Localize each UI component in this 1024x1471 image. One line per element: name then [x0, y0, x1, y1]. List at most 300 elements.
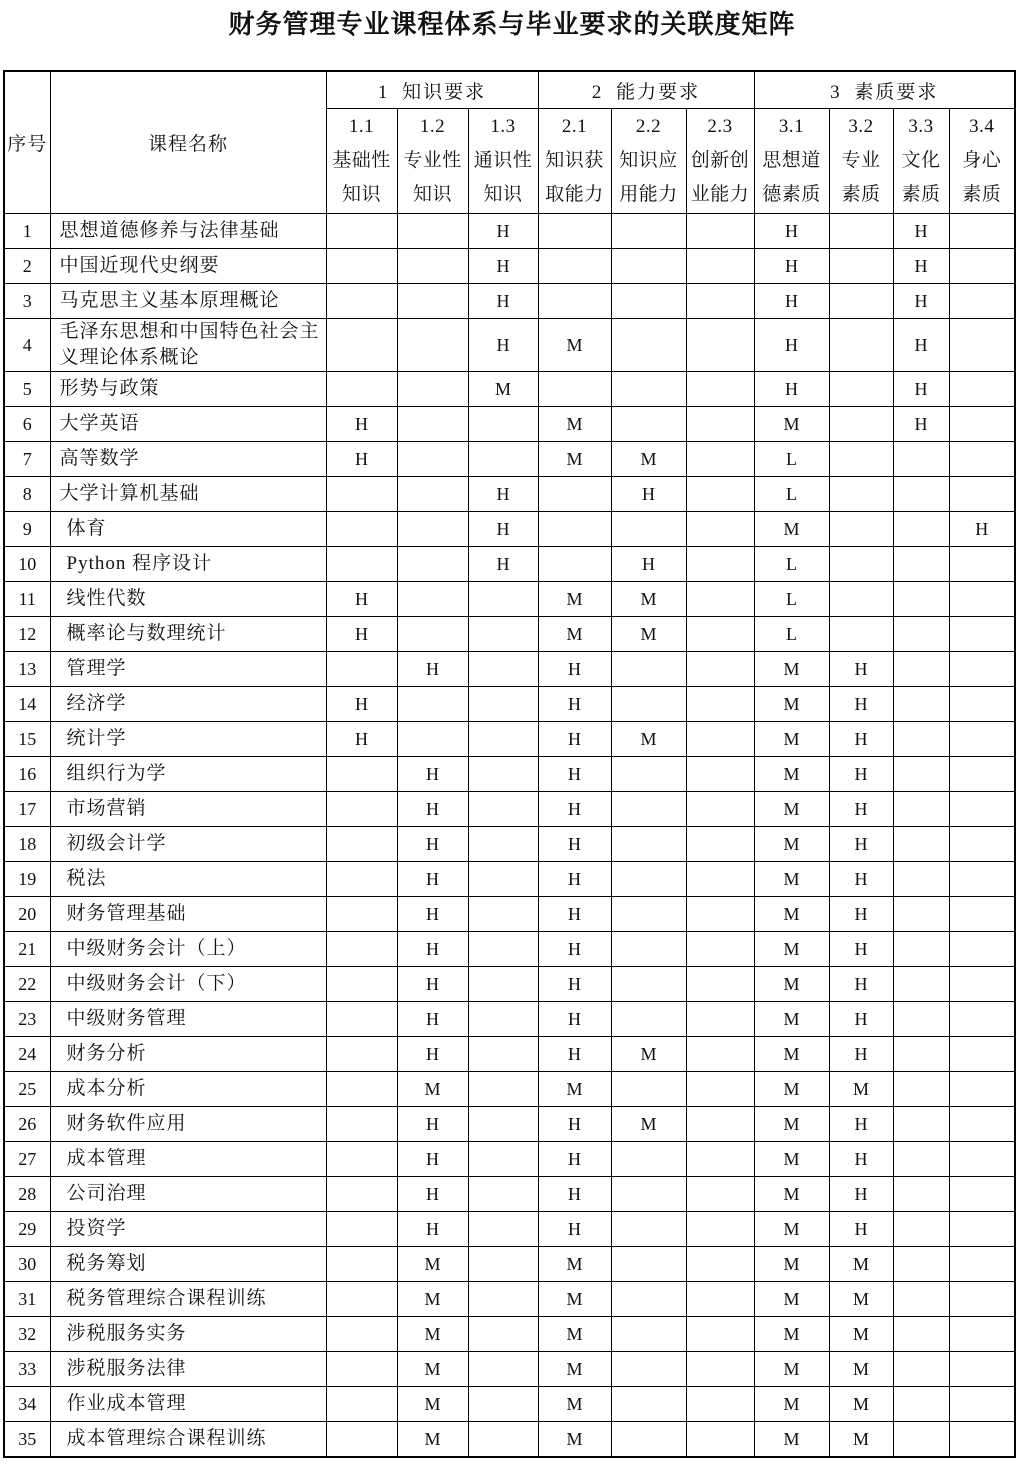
- cell-value-2.2: [611, 757, 686, 792]
- cell-value-2.3: [686, 547, 754, 582]
- cell-value-3.3: [893, 722, 949, 757]
- cell-value-1.3: H: [468, 249, 538, 284]
- cell-value-1.2: [397, 512, 468, 547]
- cell-value-1.3: H: [468, 284, 538, 319]
- header-col-line: 创新创: [690, 150, 750, 171]
- header-col-line: 1.3: [490, 116, 516, 137]
- cell-value-2.3: [686, 967, 754, 1002]
- cell-value-2.2: [611, 1422, 686, 1458]
- cell-value-3.4: [949, 1387, 1015, 1422]
- cell-value-3.1: M: [754, 862, 829, 897]
- cell-value-2.1: H: [538, 1212, 611, 1247]
- page-title: 财务管理专业课程体系与毕业要求的关联度矩阵: [228, 9, 796, 39]
- cell-value-3.3: H: [893, 319, 949, 372]
- cell-course: 经济学: [50, 687, 326, 722]
- header-col-line: 知识: [412, 184, 452, 205]
- table-row: [4, 757, 1015, 792]
- cell-value-2.2: [611, 687, 686, 722]
- cell-value-1.2: [397, 372, 468, 407]
- cell-value-1.2: H: [397, 967, 468, 1002]
- cell-value-1.3: [468, 1212, 538, 1247]
- cell-value-1.2: H: [397, 1107, 468, 1142]
- cell-value-2.3: [686, 1387, 754, 1422]
- cell-value-1.3: [468, 1107, 538, 1142]
- cell-value-2.3: [686, 1037, 754, 1072]
- header-col-3.4: [949, 109, 1015, 214]
- cell-value-2.2: [611, 1387, 686, 1422]
- cell-value-3.4: [949, 757, 1015, 792]
- header-col-line: 知识: [341, 184, 381, 205]
- cell-value-1.3: [468, 932, 538, 967]
- cell-value-2.3: [686, 1002, 754, 1037]
- cell-value-3.2: M: [829, 1282, 893, 1317]
- cell-value-1.2: [397, 722, 468, 757]
- cell-value-3.3: [893, 1212, 949, 1247]
- header-col-3.1: [754, 109, 829, 214]
- cell-no: 18: [4, 827, 50, 862]
- cell-value-1.1: [326, 1002, 397, 1037]
- header-col-line: 专业性: [403, 150, 462, 171]
- cell-course: 财务分析: [50, 1037, 326, 1072]
- cell-value-3.3: [893, 757, 949, 792]
- cell-course: 财务管理基础: [50, 897, 326, 932]
- cell-value-2.1: [538, 284, 611, 319]
- cell-value-3.2: H: [829, 1212, 893, 1247]
- cell-value-2.3: [686, 1072, 754, 1107]
- cell-value-3.1: M: [754, 1002, 829, 1037]
- cell-value-1.1: [326, 862, 397, 897]
- cell-value-1.3: [468, 1002, 538, 1037]
- cell-no: 17: [4, 792, 50, 827]
- cell-value-3.1: M: [754, 1072, 829, 1107]
- cell-value-3.4: [949, 477, 1015, 512]
- cell-value-2.2: [611, 284, 686, 319]
- cell-value-1.1: [326, 1387, 397, 1422]
- cell-value-3.4: [949, 442, 1015, 477]
- cell-value-1.3: [468, 582, 538, 617]
- cell-value-3.2: M: [829, 1352, 893, 1387]
- cell-value-1.2: H: [397, 652, 468, 687]
- table-row: [4, 1212, 1015, 1247]
- header-group-row: [4, 71, 1015, 109]
- cell-value-1.1: [326, 1142, 397, 1177]
- cell-value-1.3: [468, 442, 538, 477]
- cell-value-1.3: [468, 757, 538, 792]
- cell-value-3.1: M: [754, 932, 829, 967]
- cell-value-2.3: [686, 1317, 754, 1352]
- cell-course: 涉税服务实务: [50, 1317, 326, 1352]
- cell-value-2.2: H: [611, 547, 686, 582]
- cell-value-3.1: M: [754, 1037, 829, 1072]
- cell-value-3.4: [949, 1177, 1015, 1212]
- cell-value-3.1: L: [754, 547, 829, 582]
- cell-value-3.3: H: [893, 372, 949, 407]
- cell-value-3.3: [893, 1352, 949, 1387]
- cell-value-2.1: H: [538, 722, 611, 757]
- cell-value-3.2: H: [829, 827, 893, 862]
- cell-value-2.2: M: [611, 1037, 686, 1072]
- cell-value-1.1: [326, 284, 397, 319]
- cell-value-3.3: [893, 1072, 949, 1107]
- cell-no: 11: [4, 582, 50, 617]
- cell-value-2.3: [686, 862, 754, 897]
- cell-value-3.3: [893, 827, 949, 862]
- cell-no: 29: [4, 1212, 50, 1247]
- cell-value-3.4: [949, 722, 1015, 757]
- table-row: [4, 1037, 1015, 1072]
- cell-value-2.2: [611, 407, 686, 442]
- header-col-line: 3.2: [848, 116, 874, 137]
- cell-value-3.4: [949, 897, 1015, 932]
- cell-value-3.2: H: [829, 757, 893, 792]
- cell-value-1.1: [326, 1107, 397, 1142]
- cell-value-2.1: [538, 512, 611, 547]
- cell-value-1.2: H: [397, 1037, 468, 1072]
- header-col-line: 知识应: [619, 150, 678, 171]
- cell-value-3.4: [949, 1247, 1015, 1282]
- cell-value-1.1: H: [326, 687, 397, 722]
- header-col-line: 文化: [901, 150, 941, 171]
- cell-course: 概率论与数理统计: [50, 617, 326, 652]
- cell-course: 马克思主义基本原理概论: [50, 284, 326, 319]
- cell-no: 31: [4, 1282, 50, 1317]
- cell-value-2.3: [686, 1352, 754, 1387]
- cell-value-3.4: [949, 372, 1015, 407]
- cell-value-3.3: [893, 967, 949, 1002]
- cell-value-3.1: M: [754, 1352, 829, 1387]
- cell-value-1.2: [397, 284, 468, 319]
- table-row: [4, 1352, 1015, 1387]
- cell-course: 公司治理: [50, 1177, 326, 1212]
- cell-value-1.2: M: [397, 1247, 468, 1282]
- cell-value-2.1: H: [538, 1037, 611, 1072]
- cell-value-3.2: [829, 547, 893, 582]
- cell-value-3.3: [893, 1247, 949, 1282]
- cell-value-3.2: [829, 372, 893, 407]
- cell-value-3.1: M: [754, 1107, 829, 1142]
- cell-value-3.3: [893, 1002, 949, 1037]
- table-row: [4, 862, 1015, 897]
- cell-no: 25: [4, 1072, 50, 1107]
- cell-value-3.3: [893, 652, 949, 687]
- cell-value-2.1: M: [538, 1422, 611, 1458]
- cell-value-1.3: [468, 617, 538, 652]
- cell-value-3.3: [893, 1422, 949, 1458]
- header-group-ability: 2 能力要求: [538, 71, 754, 109]
- cell-value-1.3: [468, 827, 538, 862]
- cell-value-2.3: [686, 407, 754, 442]
- cell-value-2.2: M: [611, 617, 686, 652]
- cell-value-3.4: [949, 1037, 1015, 1072]
- cell-value-3.1: L: [754, 477, 829, 512]
- cell-value-3.3: H: [893, 407, 949, 442]
- table-row: [4, 932, 1015, 967]
- header-col-line: 2.2: [635, 116, 662, 137]
- cell-value-2.2: M: [611, 722, 686, 757]
- cell-value-2.2: [611, 652, 686, 687]
- cell-value-3.3: [893, 477, 949, 512]
- cell-value-2.1: H: [538, 757, 611, 792]
- cell-value-3.2: H: [829, 1002, 893, 1037]
- table-row: [4, 1107, 1015, 1142]
- cell-value-1.3: [468, 792, 538, 827]
- cell-value-3.4: [949, 687, 1015, 722]
- cell-value-1.1: H: [326, 722, 397, 757]
- cell-value-3.3: [893, 617, 949, 652]
- cell-value-2.3: [686, 652, 754, 687]
- header-col-3.3: [893, 109, 949, 214]
- header-col-1.1: [326, 109, 397, 214]
- cell-course: 财务软件应用: [50, 1107, 326, 1142]
- cell-value-2.2: [611, 1142, 686, 1177]
- cell-value-2.3: [686, 687, 754, 722]
- cell-value-3.1: M: [754, 827, 829, 862]
- cell-value-3.2: [829, 214, 893, 249]
- cell-value-1.3: [468, 1142, 538, 1177]
- cell-value-3.2: M: [829, 1247, 893, 1282]
- cell-value-3.4: [949, 652, 1015, 687]
- cell-value-1.1: [326, 512, 397, 547]
- cell-value-2.3: [686, 512, 754, 547]
- cell-value-3.3: H: [893, 284, 949, 319]
- cell-no: 12: [4, 617, 50, 652]
- cell-value-1.2: [397, 582, 468, 617]
- cell-value-3.2: M: [829, 1317, 893, 1352]
- cell-value-2.2: [611, 1317, 686, 1352]
- cell-value-1.1: [326, 897, 397, 932]
- cell-value-1.1: [326, 214, 397, 249]
- header-col-line: 用能力: [619, 184, 678, 205]
- cell-value-3.1: M: [754, 407, 829, 442]
- cell-value-3.4: [949, 1107, 1015, 1142]
- cell-course: 作业成本管理: [50, 1387, 326, 1422]
- cell-value-1.1: [326, 652, 397, 687]
- cell-value-3.4: [949, 1282, 1015, 1317]
- cell-value-2.1: M: [538, 1072, 611, 1107]
- cell-course: 成本管理综合课程训练: [50, 1422, 326, 1458]
- cell-value-1.2: [397, 477, 468, 512]
- cell-value-3.3: [893, 1107, 949, 1142]
- cell-value-3.4: [949, 792, 1015, 827]
- cell-course: 毛泽东思想和中国特色社会主义理论体系概论: [50, 319, 326, 372]
- cell-value-1.3: [468, 1072, 538, 1107]
- cell-value-3.2: [829, 477, 893, 512]
- cell-value-2.3: [686, 1177, 754, 1212]
- cell-value-1.1: [326, 1247, 397, 1282]
- cell-value-3.4: [949, 827, 1015, 862]
- cell-value-3.1: M: [754, 967, 829, 1002]
- cell-course: 初级会计学: [50, 827, 326, 862]
- table-row: [4, 284, 1015, 319]
- cell-value-3.4: [949, 1142, 1015, 1177]
- table-header: [4, 71, 1015, 214]
- cell-value-3.2: H: [829, 1177, 893, 1212]
- cell-value-1.3: [468, 862, 538, 897]
- cell-value-3.3: [893, 1282, 949, 1317]
- cell-no: 8: [4, 477, 50, 512]
- table-row: [4, 652, 1015, 687]
- cell-value-3.4: [949, 862, 1015, 897]
- table-row: [4, 512, 1015, 547]
- cell-value-2.1: M: [538, 582, 611, 617]
- cell-value-3.4: [949, 932, 1015, 967]
- cell-course: Python 程序设计: [50, 547, 326, 582]
- cell-value-2.2: [611, 372, 686, 407]
- header-course: 课程名称: [50, 71, 326, 214]
- cell-value-1.2: H: [397, 862, 468, 897]
- cell-value-2.2: M: [611, 1107, 686, 1142]
- cell-course: 体育: [50, 512, 326, 547]
- matrix-table: [3, 70, 1016, 1458]
- cell-course: 管理学: [50, 652, 326, 687]
- header-col-line: 通识性: [473, 150, 533, 171]
- cell-value-2.2: [611, 512, 686, 547]
- cell-value-2.2: [611, 1177, 686, 1212]
- cell-value-2.2: H: [611, 477, 686, 512]
- cell-value-1.1: H: [326, 442, 397, 477]
- table-row: [4, 477, 1015, 512]
- header-col-line: 2.3: [707, 116, 733, 137]
- cell-no: 23: [4, 1002, 50, 1037]
- cell-value-2.1: H: [538, 932, 611, 967]
- cell-value-2.3: [686, 249, 754, 284]
- cell-value-3.3: [893, 582, 949, 617]
- cell-value-1.3: [468, 897, 538, 932]
- cell-value-3.4: [949, 1422, 1015, 1458]
- cell-no: 22: [4, 967, 50, 1002]
- cell-course: 涉税服务法律: [50, 1352, 326, 1387]
- header-col-line: 1.1: [348, 116, 375, 137]
- cell-value-2.1: [538, 249, 611, 284]
- cell-no: 35: [4, 1422, 50, 1458]
- cell-course: 大学计算机基础: [50, 477, 326, 512]
- cell-value-3.2: M: [829, 1387, 893, 1422]
- cell-no: 15: [4, 722, 50, 757]
- header-col-line: 专业: [841, 150, 881, 171]
- cell-value-1.2: H: [397, 1177, 468, 1212]
- cell-value-1.3: [468, 652, 538, 687]
- cell-course: 统计学: [50, 722, 326, 757]
- cell-value-2.3: [686, 214, 754, 249]
- cell-value-3.1: M: [754, 1282, 829, 1317]
- cell-value-3.4: [949, 1352, 1015, 1387]
- cell-value-2.1: H: [538, 1177, 611, 1212]
- cell-value-2.3: [686, 757, 754, 792]
- table-row: [4, 687, 1015, 722]
- cell-value-3.1: L: [754, 442, 829, 477]
- cell-value-3.1: M: [754, 1142, 829, 1177]
- table-row: [4, 827, 1015, 862]
- cell-value-2.1: H: [538, 897, 611, 932]
- cell-value-1.2: [397, 442, 468, 477]
- cell-value-1.1: [326, 1037, 397, 1072]
- cell-value-1.3: H: [468, 319, 538, 372]
- cell-value-2.2: [611, 862, 686, 897]
- cell-value-3.1: M: [754, 757, 829, 792]
- cell-value-1.1: [326, 547, 397, 582]
- cell-value-3.4: [949, 617, 1015, 652]
- table-row: [4, 617, 1015, 652]
- cell-value-3.1: M: [754, 512, 829, 547]
- cell-value-3.2: H: [829, 932, 893, 967]
- cell-value-3.2: H: [829, 722, 893, 757]
- cell-no: 32: [4, 1317, 50, 1352]
- header-col-line: 身心: [962, 150, 1002, 171]
- cell-value-1.2: [397, 319, 468, 372]
- cell-value-2.2: [611, 1247, 686, 1282]
- table-row: [4, 1247, 1015, 1282]
- header-col-line: 思想道: [762, 150, 821, 171]
- cell-course: 中级财务会计（上）: [50, 932, 326, 967]
- cell-value-1.1: [326, 757, 397, 792]
- cell-value-2.2: [611, 214, 686, 249]
- cell-value-1.1: [326, 827, 397, 862]
- cell-value-3.2: [829, 512, 893, 547]
- cell-course: 中国近现代史纲要: [50, 249, 326, 284]
- cell-value-1.3: H: [468, 547, 538, 582]
- cell-value-2.3: [686, 477, 754, 512]
- cell-value-3.3: [893, 1037, 949, 1072]
- cell-value-2.1: H: [538, 1002, 611, 1037]
- header-col-2.1: [538, 109, 611, 214]
- table-row: [4, 442, 1015, 477]
- cell-value-3.2: H: [829, 1142, 893, 1177]
- cell-value-2.1: M: [538, 1387, 611, 1422]
- table-row: [4, 372, 1015, 407]
- cell-value-2.1: M: [538, 617, 611, 652]
- cell-value-3.2: H: [829, 652, 893, 687]
- cell-value-1.3: H: [468, 512, 538, 547]
- cell-value-1.1: [326, 792, 397, 827]
- cell-no: 10: [4, 547, 50, 582]
- cell-value-3.4: [949, 407, 1015, 442]
- cell-value-3.1: L: [754, 582, 829, 617]
- header-group-knowledge: 1 知识要求: [326, 71, 538, 109]
- cell-course: 形势与政策: [50, 372, 326, 407]
- cell-value-2.2: [611, 897, 686, 932]
- cell-course: 税务管理综合课程训练: [50, 1282, 326, 1317]
- cell-course: 税法: [50, 862, 326, 897]
- table-row: [4, 722, 1015, 757]
- cell-value-3.1: M: [754, 1177, 829, 1212]
- cell-value-3.2: [829, 284, 893, 319]
- cell-value-2.1: H: [538, 827, 611, 862]
- cell-value-2.1: H: [538, 967, 611, 1002]
- table-row: [4, 1072, 1015, 1107]
- cell-value-3.1: M: [754, 652, 829, 687]
- cell-no: 13: [4, 652, 50, 687]
- cell-value-2.2: [611, 1072, 686, 1107]
- cell-value-1.1: [326, 1282, 397, 1317]
- cell-value-3.3: [893, 862, 949, 897]
- cell-course: 成本分析: [50, 1072, 326, 1107]
- cell-course: 投资学: [50, 1212, 326, 1247]
- cell-value-1.3: [468, 407, 538, 442]
- table-row: [4, 319, 1015, 372]
- cell-value-1.3: [468, 1352, 538, 1387]
- cell-value-3.1: H: [754, 372, 829, 407]
- table-row: [4, 547, 1015, 582]
- cell-value-1.1: [326, 372, 397, 407]
- cell-value-2.1: [538, 372, 611, 407]
- cell-value-1.2: H: [397, 792, 468, 827]
- cell-no: 1: [4, 214, 50, 249]
- cell-course: 税务筹划: [50, 1247, 326, 1282]
- cell-value-1.2: M: [397, 1282, 468, 1317]
- cell-value-1.3: [468, 722, 538, 757]
- cell-value-2.3: [686, 617, 754, 652]
- cell-value-1.1: [326, 967, 397, 1002]
